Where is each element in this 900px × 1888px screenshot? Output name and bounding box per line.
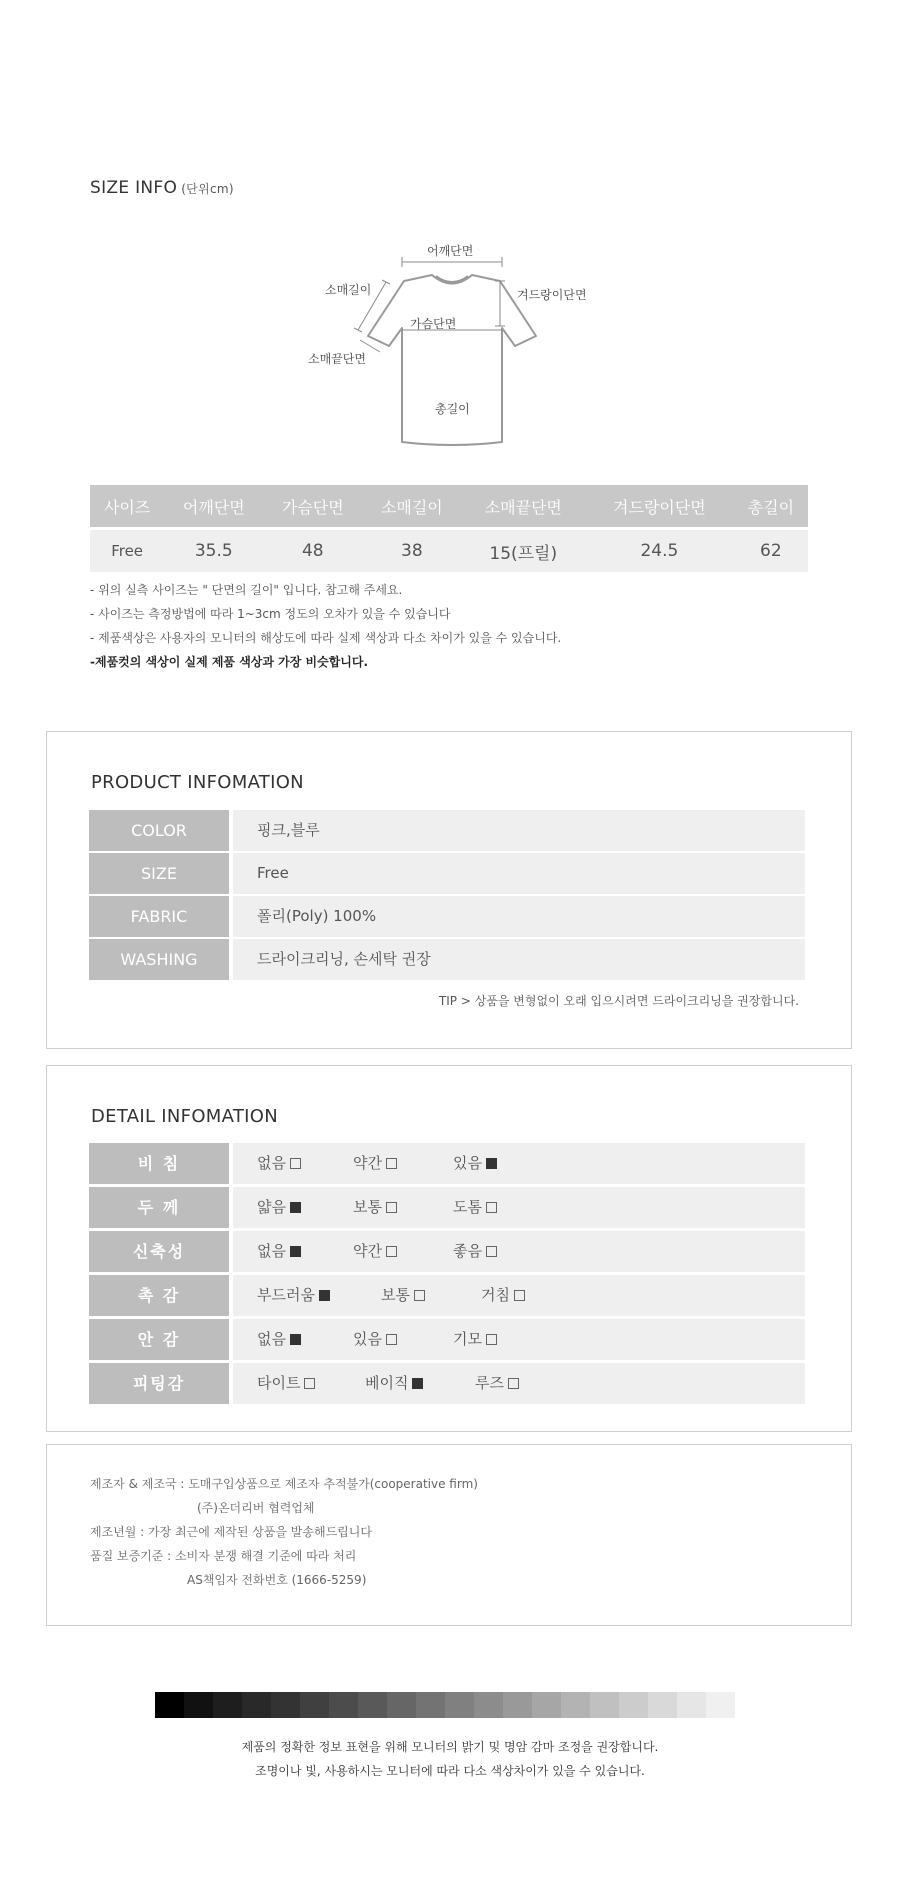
grayscale-swatch	[271, 1692, 300, 1718]
detail-row-thickness	[89, 1187, 805, 1228]
detail-options	[233, 1319, 805, 1360]
detail-option: 베이직	[365, 1363, 423, 1404]
checkbox-empty-icon	[290, 1158, 301, 1169]
checkbox-filled-icon	[290, 1334, 301, 1345]
size-table-header	[90, 485, 808, 527]
detail-option: 기모	[453, 1319, 497, 1360]
size-table-header-cell: 총길이	[734, 485, 808, 527]
checkbox-filled-icon	[486, 1158, 497, 1169]
grayscale-swatch	[474, 1692, 503, 1718]
checkbox-filled-icon	[290, 1246, 301, 1257]
manufacturer-line: 제조년월 : 가장 최근에 제작된 상품을 발송해드립니다	[90, 1525, 372, 1539]
grayscale-swatch	[387, 1692, 416, 1718]
grayscale-swatch	[416, 1692, 445, 1718]
note-line: - 제품색상은 사용자의 모니터의 해상도에 따라 실제 색상과 다소 차이가 있을 수 있습니다.	[90, 631, 562, 645]
product-info-value: 핑크,블루	[233, 810, 805, 851]
checkbox-empty-icon	[514, 1290, 525, 1301]
grayscale-calibration-strip	[155, 1692, 735, 1718]
grayscale-swatch	[300, 1692, 329, 1718]
checkbox-empty-icon	[386, 1334, 397, 1345]
detail-row-fit	[89, 1363, 805, 1404]
product-info-label: SIZE	[89, 853, 229, 894]
grayscale-swatch	[242, 1692, 271, 1718]
checkbox-empty-icon	[386, 1202, 397, 1213]
detail-options	[233, 1363, 805, 1404]
product-info-label: FABRIC	[89, 896, 229, 937]
size-table-cell: 62	[734, 530, 808, 572]
manufacturer-box	[46, 1444, 852, 1626]
label-shoulder: 어깨단면	[427, 244, 474, 258]
manufacturer-line: AS책임자 전화번호 (1666-5259)	[187, 1573, 367, 1587]
product-info-value: Free	[233, 853, 805, 894]
size-unit: (단위cm)	[181, 182, 234, 196]
size-table-header-cell: 소매길이	[362, 485, 461, 527]
label-cuff: 소매끝단면	[308, 352, 366, 366]
detail-options	[233, 1187, 805, 1228]
checkbox-empty-icon	[304, 1378, 315, 1389]
grayscale-swatch	[648, 1692, 677, 1718]
detail-label: 안 감	[89, 1319, 229, 1360]
detail-option: 없음	[257, 1143, 301, 1184]
detail-option: 보통	[353, 1187, 397, 1228]
detail-row-elasticity	[89, 1231, 805, 1272]
size-table	[90, 485, 808, 572]
size-table-header-cell: 가슴단면	[263, 485, 362, 527]
grayscale-swatch	[503, 1692, 532, 1718]
detail-info-box	[46, 1065, 852, 1432]
size-table-header-cell: 어깨단면	[164, 485, 263, 527]
detail-option: 있음	[453, 1143, 497, 1184]
grayscale-swatch	[619, 1692, 648, 1718]
detail-row-lining	[89, 1319, 805, 1360]
grayscale-swatch	[358, 1692, 387, 1718]
product-info-value: 드라이크리닝, 손세탁 권장	[233, 939, 805, 980]
size-table-cell: 24.5	[585, 530, 734, 572]
tshirt-outline-icon	[300, 240, 600, 455]
checkbox-filled-icon	[412, 1378, 423, 1389]
detail-row-sheerness	[89, 1143, 805, 1184]
grayscale-swatch	[445, 1692, 474, 1718]
detail-label: 비 침	[89, 1143, 229, 1184]
checkbox-filled-icon	[290, 1202, 301, 1213]
checkbox-filled-icon	[319, 1290, 330, 1301]
footer-notice: 제품의 정확한 정보 표현을 위해 모니터의 밝기 및 명암 감마 조정을 권장합니다.	[241, 1740, 659, 1754]
label-total-length: 총길이	[435, 402, 470, 416]
grayscale-swatch	[677, 1692, 706, 1718]
product-info-label: WASHING	[89, 939, 229, 980]
detail-info-title: DETAIL INFOMATION	[91, 1106, 278, 1127]
grayscale-swatch	[329, 1692, 358, 1718]
detail-option: 도톰	[453, 1187, 497, 1228]
size-table-row	[90, 530, 808, 572]
detail-label: 촉 감	[89, 1275, 229, 1316]
checkbox-empty-icon	[414, 1290, 425, 1301]
product-info-title: PRODUCT INFOMATION	[91, 772, 304, 793]
detail-label: 신축성	[89, 1231, 229, 1272]
grayscale-swatch	[184, 1692, 213, 1718]
label-armhole: 겨드랑이단면	[517, 288, 587, 302]
grayscale-swatch	[590, 1692, 619, 1718]
detail-option: 없음	[257, 1319, 301, 1360]
grayscale-swatch	[213, 1692, 242, 1718]
checkbox-empty-icon	[386, 1246, 397, 1257]
checkbox-empty-icon	[386, 1158, 397, 1169]
size-table-cell: Free	[90, 530, 164, 572]
product-info-row-washing	[89, 939, 805, 980]
detail-option: 없음	[257, 1231, 301, 1272]
detail-option: 약간	[353, 1143, 397, 1184]
product-info-row-color	[89, 810, 805, 851]
label-sleeve-length: 소매길이	[325, 283, 372, 297]
product-info-row-size	[89, 853, 805, 894]
grayscale-swatch	[561, 1692, 590, 1718]
detail-label: 피팅감	[89, 1363, 229, 1404]
checkbox-empty-icon	[486, 1334, 497, 1345]
grayscale-swatch	[155, 1692, 184, 1718]
detail-option: 얇음	[257, 1187, 301, 1228]
size-table-header-cell: 소매끝단면	[461, 485, 585, 527]
detail-options	[233, 1143, 805, 1184]
detail-options	[233, 1231, 805, 1272]
washing-tip: TIP > 상품을 변형없이 오래 입으시려면 드라이크리닝을 권장합니다.	[438, 994, 799, 1008]
size-table-cell: 38	[362, 530, 461, 572]
detail-option: 거침	[481, 1275, 525, 1316]
note-line: - 위의 실측 사이즈는 " 단면의 길이" 입니다. 참고해 주세요.	[90, 583, 403, 597]
size-table-cell: 48	[263, 530, 362, 572]
detail-option: 보통	[381, 1275, 425, 1316]
checkbox-empty-icon	[508, 1378, 519, 1389]
label-chest: 가슴단면	[410, 317, 457, 331]
manufacturer-line: 품질 보증기준 : 소비자 분쟁 해결 기준에 따라 처리	[90, 1549, 357, 1563]
detail-option: 타이트	[257, 1363, 315, 1404]
detail-label: 두 께	[89, 1187, 229, 1228]
detail-option: 루즈	[475, 1363, 519, 1404]
size-table-cell: 15(프릴)	[461, 530, 585, 572]
product-info-value: 폴리(Poly) 100%	[233, 896, 805, 937]
product-info-box	[46, 731, 852, 1049]
note-line-emphasis: -제품컷의 색상이 실제 제품 색상과 가장 비슷합니다.	[90, 655, 369, 669]
size-table-header-cell: 겨드랑이단면	[585, 485, 734, 527]
checkbox-empty-icon	[486, 1202, 497, 1213]
manufacturer-line: 제조자 & 제조국 : 도매구입상품으로 제조자 추적불가(cooperative firm)	[90, 1477, 478, 1491]
detail-option: 약간	[353, 1231, 397, 1272]
detail-options	[233, 1275, 805, 1316]
product-info-label: COLOR	[89, 810, 229, 851]
size-notes	[90, 578, 561, 674]
detail-option: 좋음	[453, 1231, 497, 1272]
detail-row-texture	[89, 1275, 805, 1316]
tshirt-size-diagram	[300, 240, 600, 455]
note-line: - 사이즈는 측정방법에 따라 1~3cm 정도의 오차가 있을 수 있습니다	[90, 607, 451, 621]
size-info-title: SIZE INFO (단위cm)	[90, 178, 234, 198]
grayscale-swatch	[532, 1692, 561, 1718]
product-info-row-fabric	[89, 896, 805, 937]
detail-option: 있음	[353, 1319, 397, 1360]
size-table-cell: 35.5	[164, 530, 263, 572]
footer-notice: 조명이나 빛, 사용하시는 모니터에 따라 다소 색상차이가 있을 수 있습니다.	[255, 1764, 645, 1778]
detail-option: 부드러움	[257, 1275, 330, 1316]
checkbox-empty-icon	[486, 1246, 497, 1257]
size-table-header-cell: 사이즈	[90, 485, 164, 527]
grayscale-swatch	[706, 1692, 735, 1718]
manufacturer-line: (주)온더리버 협력업체	[197, 1501, 315, 1515]
